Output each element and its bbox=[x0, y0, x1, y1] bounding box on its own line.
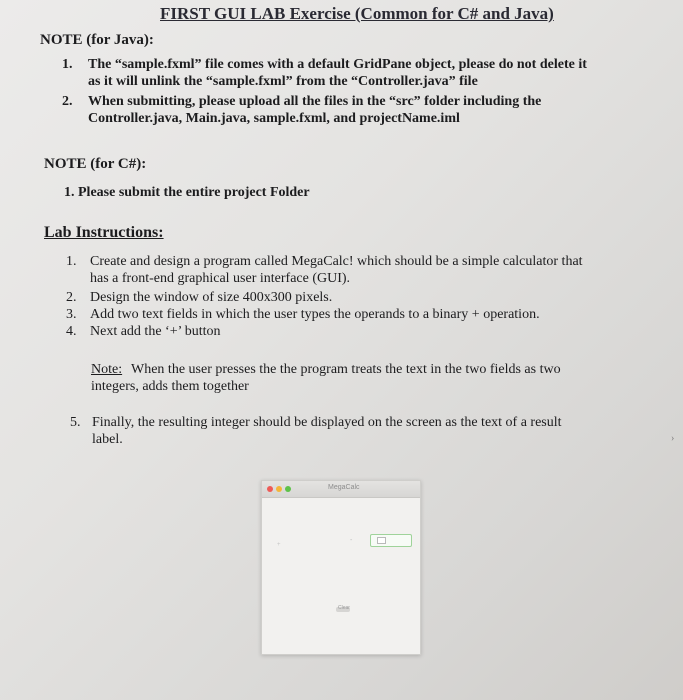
java-note-item-1 bbox=[62, 56, 662, 90]
note-line: integers, adds them together bbox=[91, 379, 249, 394]
lab-heading: Lab Instructions: bbox=[44, 224, 164, 241]
item-number: 4. bbox=[66, 324, 77, 339]
lab-item-3 bbox=[66, 306, 666, 324]
note-line: When the user presses the the program treats the text in the two fields as two bbox=[131, 362, 561, 377]
field-inner-box bbox=[377, 537, 386, 544]
window-title: MegaCalc bbox=[328, 484, 360, 491]
item-number: 3. bbox=[66, 307, 77, 322]
result-field bbox=[370, 534, 412, 547]
item-line: label. bbox=[92, 432, 123, 447]
chevron-right-icon: › bbox=[671, 433, 675, 444]
item-line: The “sample.fxml” file comes with a default GridPane object, please do not delete it bbox=[88, 57, 587, 72]
close-dot-icon bbox=[267, 486, 273, 492]
item-line: When submitting, please upload all the files in the “src” folder including the bbox=[88, 94, 542, 109]
app-window-screenshot bbox=[261, 480, 421, 655]
lab-note bbox=[91, 361, 651, 395]
item-number: 1. bbox=[64, 185, 75, 200]
item-line: Create and design a program called MegaCalc! which should be a simple calculator that bbox=[90, 254, 583, 269]
window-title-bar bbox=[262, 481, 420, 498]
item-line: Design the window of size 400x300 pixels. bbox=[90, 290, 333, 305]
item-number: 2. bbox=[62, 94, 73, 109]
item-number: 1. bbox=[62, 57, 73, 72]
item-line: as it will unlink the “sample.fxml” from the “Controller.java” file bbox=[88, 74, 478, 89]
item-line: Finally, the resulting integer should be displayed on the screen as the text of a result bbox=[92, 415, 562, 430]
java-note-item-2 bbox=[62, 93, 662, 127]
item-line: Controller.java, Main.java, sample.fxml, and projectName.iml bbox=[88, 111, 460, 126]
item-line: Next add the ‘+’ button bbox=[90, 324, 221, 339]
item-line: Please submit the entire project Folder bbox=[78, 185, 310, 200]
lab-item-4 bbox=[66, 323, 666, 341]
item-number: 1. bbox=[66, 254, 77, 269]
lab-item-2 bbox=[66, 289, 666, 307]
item-line: has a front-end graphical user interface (GUI). bbox=[90, 271, 351, 286]
small-label: + bbox=[277, 542, 281, 548]
lab-item-5 bbox=[70, 414, 670, 448]
operator-label: - bbox=[350, 537, 353, 544]
item-number: 2. bbox=[66, 290, 77, 305]
zoom-dot-icon bbox=[285, 486, 291, 492]
item-number: 5. bbox=[70, 415, 81, 430]
csharp-note-item-1 bbox=[64, 184, 464, 202]
clear-button-label: Clear bbox=[338, 605, 350, 611]
lab-item-1 bbox=[66, 253, 666, 287]
item-line: Add two text fields in which the user types the operands to a binary + operation. bbox=[90, 307, 540, 322]
note-label: Note: bbox=[91, 362, 123, 377]
minimize-dot-icon bbox=[276, 486, 282, 492]
page-title: FIRST GUI LAB Exercise (Common for C# and Java) bbox=[160, 4, 554, 23]
java-note-heading: NOTE (for Java): bbox=[40, 32, 154, 48]
csharp-note-heading: NOTE (for C#): bbox=[44, 156, 147, 172]
